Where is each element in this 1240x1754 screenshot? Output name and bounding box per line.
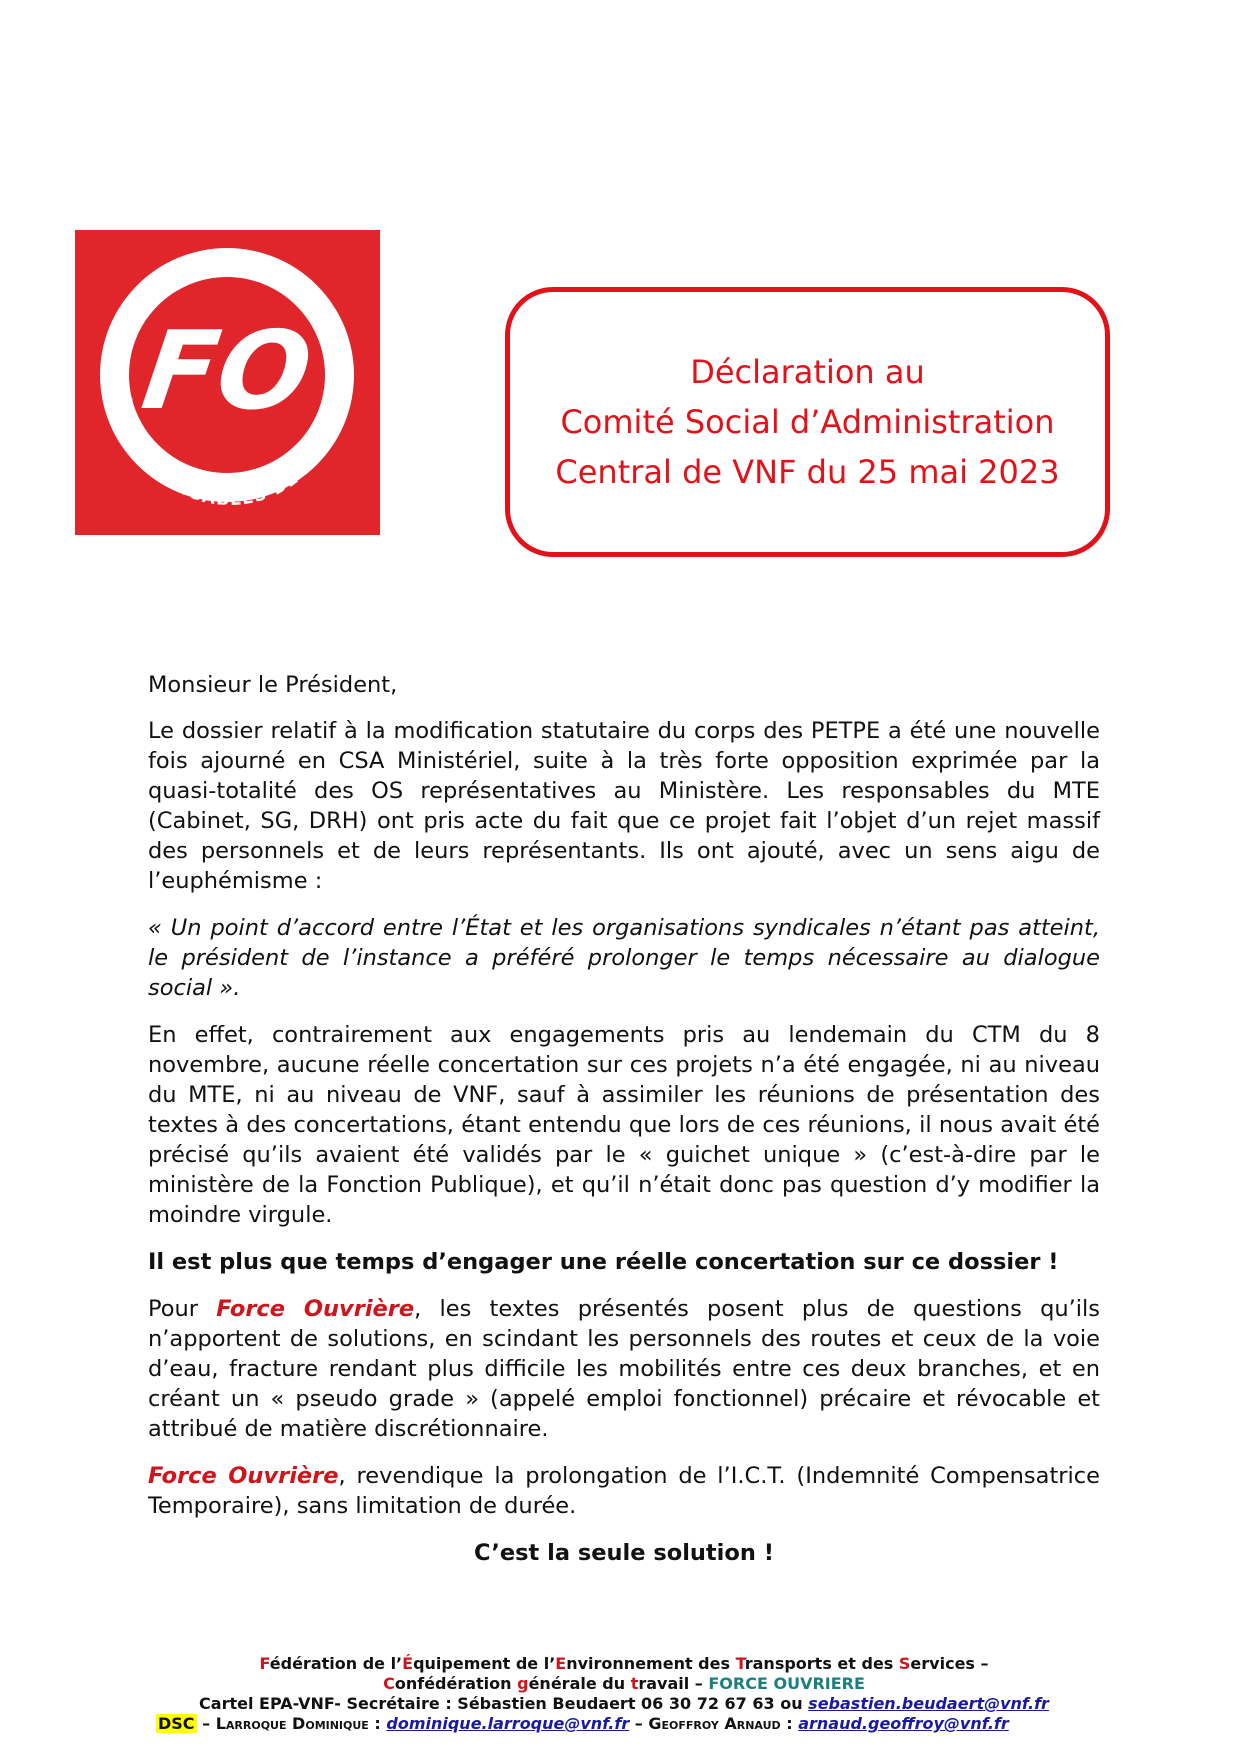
initial-letter: C xyxy=(383,1674,395,1693)
footer-text: onfédération xyxy=(394,1674,518,1693)
footer-text: ervices – xyxy=(910,1654,989,1673)
initial-letter: F xyxy=(259,1654,270,1673)
logo-fo-letters: FO xyxy=(135,307,319,434)
paragraph-fo-position xyxy=(148,1294,1100,1444)
footer-text: – xyxy=(196,1714,216,1733)
footer-text: : xyxy=(780,1714,799,1733)
initial-letter: t xyxy=(630,1674,639,1693)
footer-text: ravail – xyxy=(638,1674,709,1693)
footer-text: édération de l’ xyxy=(269,1654,403,1673)
footer-text: ransports et des xyxy=(744,1654,899,1673)
dsc-name-1: Larroque Dominique xyxy=(215,1714,369,1733)
footer-cartel-line xyxy=(148,1694,1100,1714)
initial-letter: T xyxy=(735,1654,745,1673)
dsc-email-link-2[interactable]: arnaud.geoffroy@vnf.fr xyxy=(798,1714,1009,1733)
dsc-name-2: Geoffroy Arnaud xyxy=(648,1714,781,1733)
closing-statement: C’est la seule solution ! xyxy=(474,1540,774,1566)
footer-text: quipement de l’ xyxy=(413,1654,556,1673)
footer-text: énérale du xyxy=(528,1674,631,1693)
initial-letter: g xyxy=(517,1674,529,1693)
dsc-label: DSC xyxy=(158,1714,195,1733)
initial-letter: E xyxy=(555,1654,567,1673)
footer-text: Cartel EPA-VNF- Secrétaire : Sébastien Beudaert 06 30 72 67 63 ou xyxy=(199,1694,809,1713)
fo-logo-graphic xyxy=(75,230,380,535)
footer-confederation-line xyxy=(148,1674,1100,1694)
footer-text: : xyxy=(368,1714,387,1733)
title-line-1: Déclaration au xyxy=(690,353,925,391)
bold-statement: Il est plus que temps d’engager une réelle concertation sur ce dossier ! xyxy=(148,1249,1059,1275)
quote-paragraph: « Un point d’accord entre l’État et les organisations syndicales n’étant pas atteint, le président de l’instance a préféré prolonger le temps nécessaire au dialogue social ». xyxy=(148,915,1100,1001)
title-line-3: Central de VNF du 25 mai 2023 xyxy=(555,453,1060,491)
paragraph-concertation: En effet, contrairement aux engagements pris au lendemain du CTM du 8 novembre, aucune réelle concertation sur ces projets n’a été engagée, ni au niveau du MTE, ni au niveau de VNF, sauf à assimiler les réunions de présentation des textes à des concertations, étant entendu que lors de ces réunions, il nous avait été précisé qu’ils avaient été validés par le « guichet unique » (c’est-à-dire par le ministère de la Fonction Publique), et qu’il n’était donc pas question d’y modifier la moindre virgule. xyxy=(148,1022,1100,1228)
force-ouvriere-name: Force Ouvrière xyxy=(216,1296,415,1322)
footer-text: nvironnement des xyxy=(566,1654,736,1673)
force-ouvriere-label: FORCE OUVRIERE xyxy=(708,1674,865,1693)
declaration-body xyxy=(148,670,1100,1585)
paragraph-prefix: Pour xyxy=(148,1296,217,1322)
salutation: Monsieur le Président, xyxy=(148,672,398,698)
paragraph-ict-text: , revendique la prolongation de l’I.C.T. (Indemnité Compensatrice Temporaire), sans limitation de durée. xyxy=(148,1463,1100,1519)
fo-vnf-logo xyxy=(75,230,380,535)
title-line-2: Comité Social d’Administration xyxy=(560,403,1055,441)
paragraph-fo-position-text: , les textes présentés posent plus de questions qu’ils n’apportent de solutions, en scindant les personnels des routes et ceux de la voie d’eau, fracture rendant plus difficile les mobilités entre ces deux branches, et en créant un « pseudo grade » (appelé emploi fonctionnel) précaire et révocable et attribué de matière discrétionnaire. xyxy=(148,1296,1100,1442)
footer-federation-line xyxy=(148,1654,1100,1674)
footer xyxy=(148,1654,1100,1734)
paragraph-petpe: Le dossier relatif à la modification statutaire du corps des PETPE a été une nouvelle fois ajourné en CSA Ministériel, suite à la très forte opposition exprimée par la quasi-totalité des OS représentatives au Ministère. Les responsables du MTE (Cabinet, SG, DRH) ont pris acte du fait que ce projet fait l’objet d’un rejet massif des personnels et de leurs représentants. Ils ont ajouté, avec un sens aigu de l’euphémisme : xyxy=(148,718,1100,894)
initial-letter: É xyxy=(402,1654,414,1673)
footer-dsc-line xyxy=(148,1714,1100,1734)
initial-letter: S xyxy=(898,1654,911,1673)
declaration-title-box xyxy=(505,287,1110,557)
footer-text: – xyxy=(629,1714,649,1733)
secretary-email-link[interactable]: sebastien.beudaert@vnf.fr xyxy=(808,1694,1049,1713)
dsc-email-link-1[interactable]: dominique.larroque@vnf.fr xyxy=(386,1714,630,1733)
paragraph-ict xyxy=(148,1461,1100,1521)
force-ouvriere-name: Force Ouvrière xyxy=(148,1463,339,1489)
logo-ring-text-path: VOIES NAVIGABLES DE FRANCE xyxy=(114,397,346,511)
